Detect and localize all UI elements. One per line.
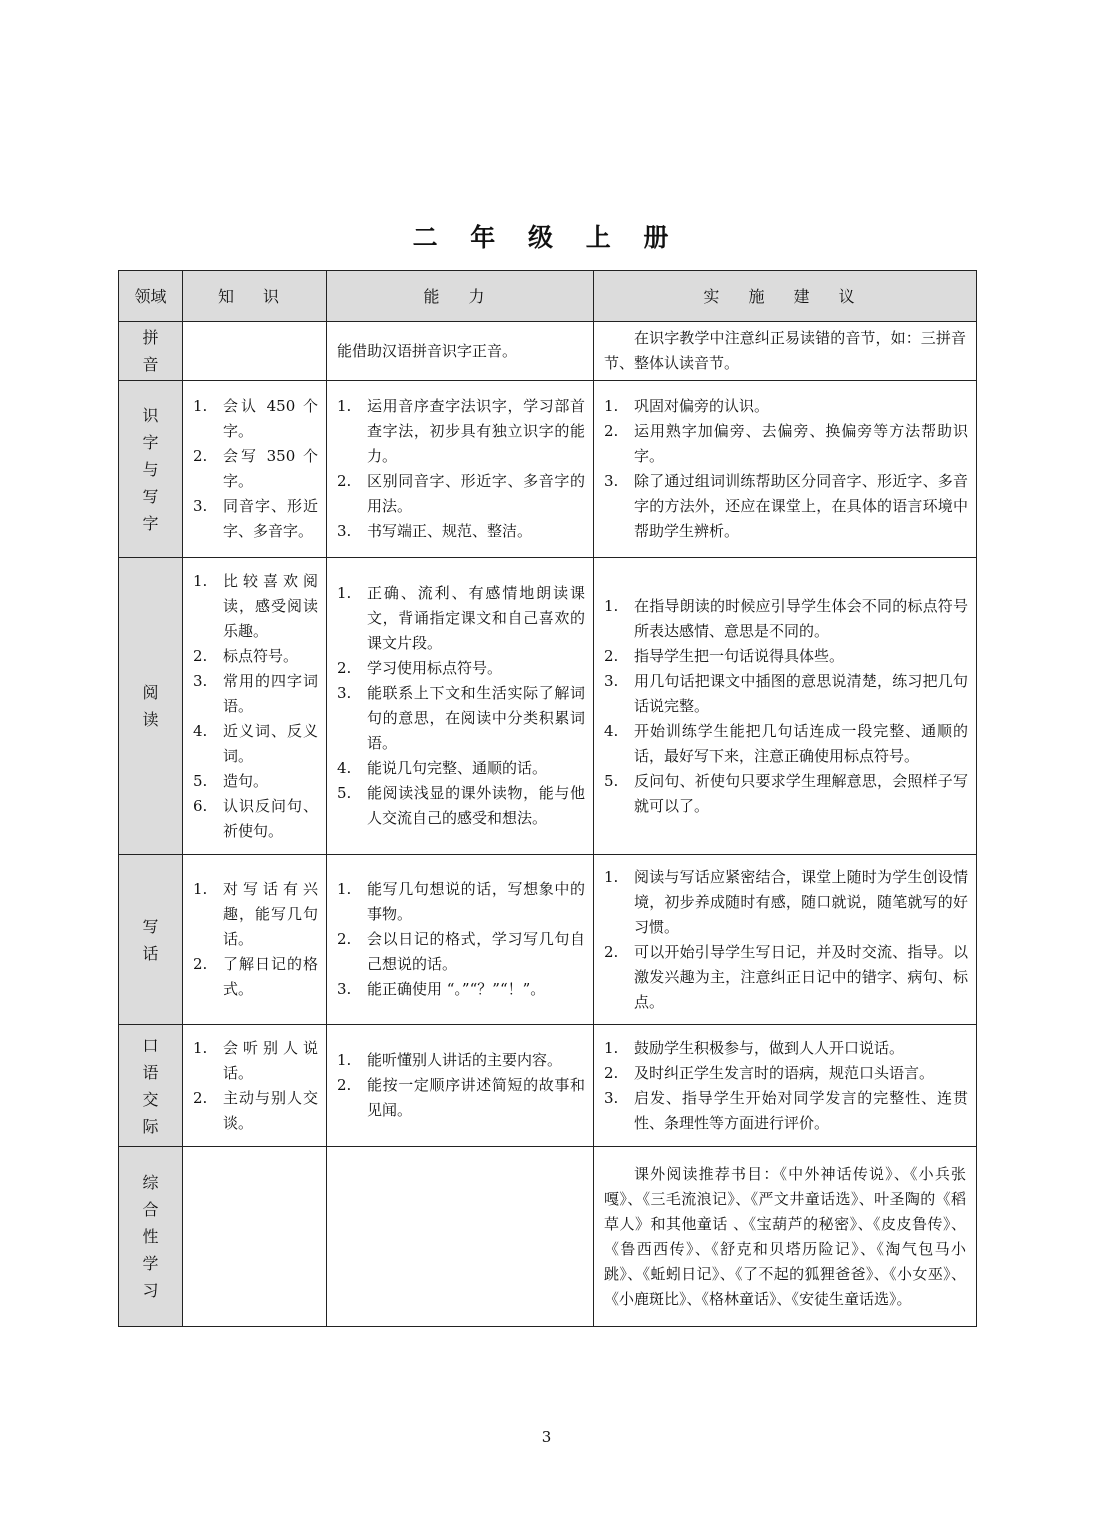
suggestion-text: 在识字教学中注意纠正易读错的音节，如：三拼音节、整体认读音节。	[604, 329, 966, 372]
row-literacy	[119, 381, 977, 558]
list-item: 1. 会认 450 个字。	[193, 397, 318, 440]
ability-cell	[327, 1147, 594, 1327]
domain-cell	[119, 322, 183, 381]
ability-text: 能借助汉语拼音识字正音。	[337, 341, 518, 360]
list-item: 1. 运用音序查字法识字，学习部首查字法，初步具有独立识字的能力。	[337, 397, 585, 465]
row-oral	[119, 1025, 977, 1147]
ability-cell	[327, 855, 594, 1025]
suggestion-cell	[594, 558, 977, 855]
page-number: 3	[541, 1428, 552, 1446]
domain-cell	[119, 855, 183, 1025]
list-item: 1. 对写话有兴趣，能写几句话。	[193, 880, 318, 948]
row-writing	[119, 855, 977, 1025]
domain-cell	[119, 1025, 183, 1147]
knowledge-cell	[183, 381, 327, 558]
domain-cell	[119, 558, 183, 855]
domain-label: 识字与写字	[142, 405, 159, 533]
suggestion-cell	[594, 855, 977, 1025]
list-item: 2. 及时纠正学生发言时的语病，规范口头语言。	[604, 1063, 935, 1082]
list-item: 2. 运用熟字加偏旁、去偏旁、换偏旁等方法帮助识字。	[604, 422, 968, 465]
knowledge-cell	[183, 855, 327, 1025]
domain-cell	[119, 381, 183, 558]
suggestion-cell	[594, 322, 977, 381]
list-item: 5. 造句。	[193, 771, 269, 790]
list-item: 2. 指导学生把一句话说得具体些。	[604, 646, 845, 665]
domain-label: 口语交际	[142, 1035, 159, 1136]
list-item: 1. 能写几句想说的话，写想象中的事物。	[337, 880, 585, 923]
list-item: 3. 同音字、形近字、多音字。	[193, 497, 318, 540]
page-title: 二 年 级 上 册	[412, 223, 681, 252]
list-item: 1. 会听别人说话。	[193, 1038, 318, 1082]
list-item: 1. 能听懂别人讲话的主要内容。	[337, 1051, 563, 1069]
list-item: 4. 近义词、反义词。	[193, 721, 318, 765]
list-item: 3. 除了通过组词训练帮助区分同音字、形近字、多音字的方法外，还应在课堂上，在具体的语言环境中帮助学生辨析。	[604, 472, 968, 540]
list-item: 2. 可以开始引导学生写日记，并及时交流、指导。以激发兴趣为主，注意纠正日记中的错字、病句、标点。	[604, 942, 968, 1011]
knowledge-cell	[183, 558, 327, 855]
header-suggestion: 实 施 建 议	[594, 271, 977, 322]
list-item: 3. 书写端正、规范、整洁。	[337, 522, 533, 540]
list-item: 4. 开始训练学生能把几句话连成一段完整、通顺的话，最好写下来，注意正确使用标点符号。	[604, 721, 968, 765]
list-item: 3. 能正确使用 “。”“？”“！”。	[337, 980, 546, 998]
header-row	[119, 271, 977, 322]
header-domain: 领域	[119, 271, 183, 322]
curriculum-table	[118, 270, 977, 1327]
row-pinyin	[119, 322, 977, 381]
list-item: 3. 能联系上下文和生活实际了解词句的意思，在阅读中分类积累词语。	[337, 684, 585, 752]
ability-cell	[327, 381, 594, 558]
list-item: 1. 正确、流利、有感情地朗读课文，背诵指定课文和自己喜欢的课文片段。	[337, 584, 585, 652]
list-item: 3. 启发、指导学生开始对同学发言的完整性、连贯性、条理性等方面进行评价。	[604, 1088, 968, 1132]
list-item: 2. 了解日记的格式。	[193, 955, 318, 998]
domain-label: 综合性学习	[142, 1173, 159, 1300]
list-item: 2. 主动与别人交谈。	[193, 1088, 318, 1132]
list-item: 3. 常用的四字词语。	[193, 671, 318, 715]
suggestion-text: 课外阅读推荐书目：《中外神话传说》、《小兵张嘎》、《三毛流浪记》、《严文井童话选》、叶圣陶的《稻草人》和其他童话 、《宝葫芦的秘密》、《皮皮鲁传》、《鲁西西传》、《舒克和贝塔历险记》、《淘气包马小跳》、《蚯蚓日记》、《了不起的狐狸爸爸》、《小女巫》、《小鹿斑比》、《格林童话》、《安徒生童话选》。	[604, 1164, 966, 1308]
list-item: 1. 鼓励学生积极参与，做到人人开口说话。	[604, 1038, 905, 1057]
list-item: 5. 反问句、祈使句只要求学生理解意思，会照样子写就可以了。	[604, 771, 968, 815]
list-item: 1. 阅读与写话应紧密结合，课堂上随时为学生创设情境，初步养成随时有感，随口就说，随笔就写的好习惯。	[604, 867, 968, 936]
list-item: 2. 学习使用标点符号。	[337, 659, 503, 677]
domain-cell	[119, 1147, 183, 1327]
list-item: 3. 用几句话把课文中插图的意思说清楚，练习把几句话说完整。	[604, 671, 968, 715]
header-ability: 能 力	[327, 271, 594, 322]
list-item: 1. 巩固对偏旁的认识。	[604, 397, 770, 415]
knowledge-cell	[183, 1025, 327, 1147]
ability-cell	[327, 558, 594, 855]
ability-cell	[327, 322, 594, 381]
suggestion-cell	[594, 1147, 977, 1327]
domain-label: 阅读	[142, 683, 159, 729]
list-item: 2. 区别同音字、形近字、多音字的用法。	[337, 472, 585, 515]
list-item: 4. 能说几句完整、通顺的话。	[337, 759, 548, 777]
knowledge-cell	[183, 322, 327, 381]
list-item: 2. 会写 350 个字。	[193, 447, 318, 490]
list-item: 2. 能按一定顺序讲述简短的故事和见闻。	[337, 1076, 585, 1119]
row-reading	[119, 558, 977, 855]
suggestion-cell	[594, 381, 977, 558]
list-item: 5. 能阅读浅显的课外读物，能与他人交流自己的感受和想法。	[337, 784, 585, 827]
domain-label: 拼音	[142, 328, 159, 374]
domain-label: 写话	[142, 916, 159, 963]
list-item: 2. 标点符号。	[193, 646, 299, 665]
suggestion-cell	[594, 1025, 977, 1147]
list-item: 1. 比较喜欢阅读，感受阅读乐趣。	[193, 571, 318, 640]
header-knowledge: 知 识	[183, 271, 327, 322]
list-item: 2. 会以日记的格式，学习写几句自己想说的话。	[337, 930, 585, 973]
list-item: 1. 在指导朗读的时候应引导学生体会不同的标点符号所表达感情、意思是不同的。	[604, 596, 968, 640]
ability-cell	[327, 1025, 594, 1147]
list-item: 6. 认识反问句、祈使句。	[193, 796, 318, 840]
row-comprehensive	[119, 1147, 977, 1327]
knowledge-cell	[183, 1147, 327, 1327]
